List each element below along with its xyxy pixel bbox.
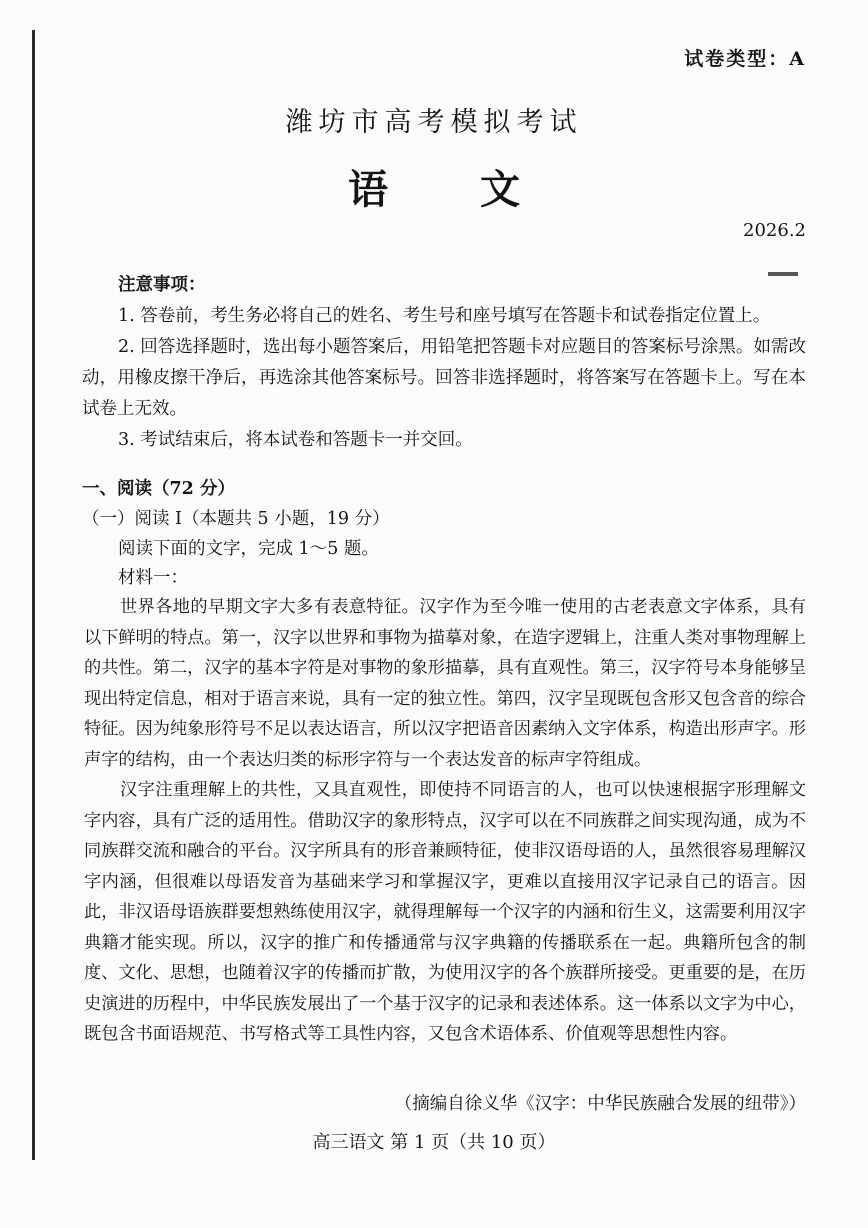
notes-item: 1. 答卷前，考生务必将自己的姓名、考生号和座号填写在答题卡和试卷指定位置上。 xyxy=(118,306,771,326)
exam-date: 2026.2 xyxy=(743,220,806,241)
subject-title: 语文 xyxy=(348,166,612,213)
passage-source: （摘编自徐义华《汉字：中华民族融合发展的纽带》） xyxy=(394,1094,806,1114)
notes-title: 注意事项： xyxy=(118,275,206,295)
paper-type-label: 试卷类型：A xyxy=(684,48,806,70)
notes-block xyxy=(82,270,806,456)
notes-item: 2. 回答选择题时，选出每小题答案后，用铅笔把答题卡对应题目的答案标号涂黑。如需改动，用橡皮擦干净后，再选涂其他答案标号。回答非选择题时，将答案写在答题卡上。写在本试卷上无效。 xyxy=(82,337,806,419)
notes-item: 3. 考试结束后，将本试卷和答题卡一并交回。 xyxy=(118,430,473,450)
page-footer: 高三语文 第 1 页（共 10 页） xyxy=(312,1132,556,1153)
exam-title: 潍坊市高考模拟考试 xyxy=(285,107,583,138)
passage-paragraph: 世界各地的早期文字大多有表意特征。汉字作为至今唯一使用的古老表意文字体系，具有以下鲜明的特点。第一，汉字以世界和事物为描摹对象，在造字逻辑上，注重人类对事物理解上的共性。第二，汉字的基本字符是对事物的象形描摹，具有直观性。第三，汉字符号本身能够呈现出特定信息，相对于语言来说，具有一定的独立性。第四，汉字呈现既包含形又包含音的综合特征。因为纯象形符号不足以表达语言，所以汉字把语音因素纳入文字体系，构造出形声字。形声字的结构，由一个表达归类的标形字符与一个表达发音的标声字符组成。 xyxy=(84,597,806,770)
passage-paragraph: 汉字注重理解上的共性，又具直观性，即使持不同语言的人，也可以快速根据字形理解文字内容，具有广泛的适用性。借助汉字的象形特点，汉字可以在不同族群之间实现沟通，成为不同族群交流和融合的平台。汉字所具有的形音兼顾特征，使非汉语母语的人，虽然很容易理解汉字内涵，但很难以母语发音为基础来学习和掌握汉字，更难以直接用汉字记录自己的语言。因此，非汉语母语族群要想熟练使用汉字，就得理解每一个汉字的内涵和衍生义，这需要利用汉字典籍才能实现。所以，汉字的推广和传播通常与汉字典籍的传播联系在一起。典籍所包含的制度、文化、思想，也随着汉字的传播而扩散，为使用汉字的各个族群所接受。更重要的是，在历史演进的历程中，中华民族发展出了一个基于汉字的记录和表述体系。这一体系以文字为中心，既包含书面语规范、书写格式等工具性内容，又包含术语体系、价值观等思想性内容。 xyxy=(84,780,806,1044)
section-title: 一、阅读（72 分） xyxy=(82,479,235,499)
question-instruction: 阅读下面的文字，完成 1～5 题。 xyxy=(118,539,379,559)
reading-passage xyxy=(84,592,806,1050)
material-label: 材料一： xyxy=(118,568,188,588)
subsection-title: （一）阅读 I（本题共 5 小题，19 分） xyxy=(82,509,390,529)
